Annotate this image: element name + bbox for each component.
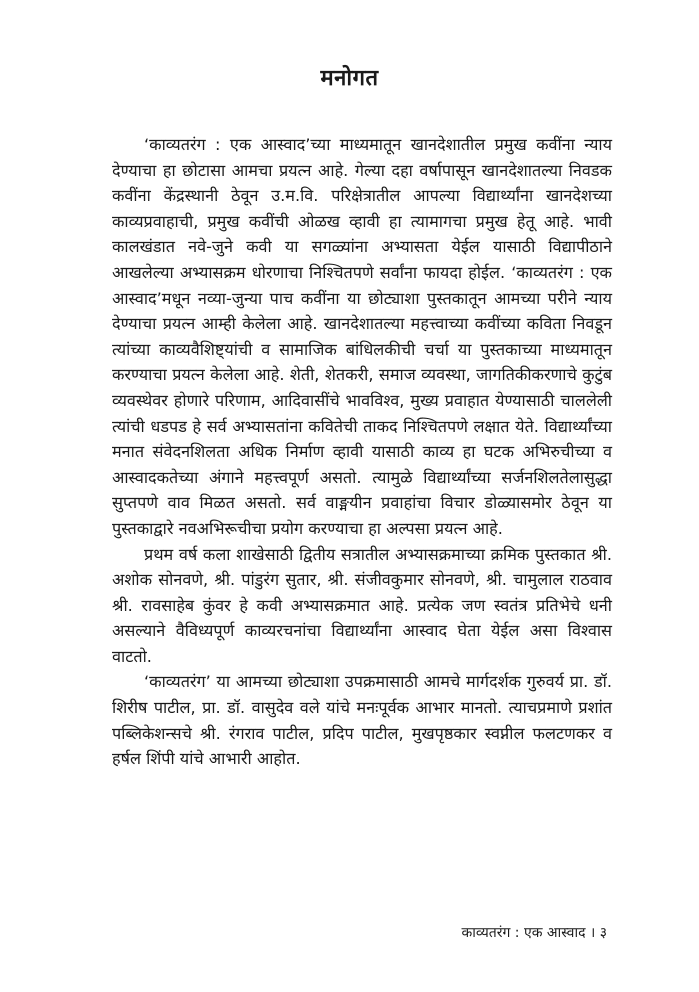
paragraph-intro: ‘काव्यतरंग : एक आस्वाद’च्या माध्यमातून खानदेशातील प्रमुख कवींना न्याय देण्याचा हा छोटासा आमचा प्रयत्न आहे. गेल्या दहा वर्षापासून खानदेशातल्या निवडक कवींना केंद्रस्थानी ठेवून उ.म.वि. परिक्षेत्रातील आपल्या विद्यार्थ्यांना खानदेशच्या काव्यप्रवाहाची, प्रमुख कवींची ओळख व्हावी हा त्यामागचा प्रमुख हेतू आहे. भावी कालखंडात नवे-जुने कवी या सगळ्यांना अभ्यासता येईल यासाठी विद्यापीठाने आखलेल्या अभ्यासक्रम धोरणाचा निश्चितपणे सर्वांना फायदा होईल. ‘काव्यतरंग : एक आस्वाद’मधून नव्या-जुन्या पाच कवींना या छोट्याशा पुस्तकातून आमच्या परीने न्याय देण्याचा प्रयत्न आम्ही केलेला आहे. खानदेशातल्या महत्त्वाच्या कवींच्या कविता निवडून त्यांच्या काव्यवैशिष्ट्यांची व सामाजिक बांधिलकीची चर्चा या पुस्तकाच्या माध्यमातून करण्याचा प्रयत्न केलेला आहे. शेती, शेतकरी, समाज व्यवस्था, जागतिकीकरणाचे कुटुंब व्यवस्थेवर होणारे परिणाम, आदिवासींचे भावविश्व, मुख्य प्रवाहात येण्यासाठी चाललेली त्यांची धडपड हे सर्व अभ्यासतांना कवितेची ताकद निश्चितपणे लक्षात येते. विद्यार्थ्यांच्या मनात संवेदनशिलता अधिक निर्माण व्हावी यासाठी काव्य हा घटक अभिरुचीच्या व आस्वादकतेच्या अंगाने महत्त्वपूर्ण असतो. त्यामुळे विद्यार्थ्यांच्या सर्जनशिलतेलासुद्धा सुप्तपणे वाव मिळत असतो. सर्व वाङ्मयीन प्रवाहांचा विचार डोळ्यासमोर ठेवून या पुस्तकाद्वारे नवअभिरूचीचा प्रयोग करण्याचा हा अल्पसा प्रयत्न आहे. xyxy=(112,135,612,538)
page-title: मनोगत xyxy=(320,66,379,91)
body-text xyxy=(112,132,612,772)
paragraph-acknowledgement: ‘काव्यतरंग’ या आमच्या छोट्याशा उपक्रमासाठी आमचे मार्गदर्शक गुरुवर्य प्रा. डॉ. शिरीष पाटील, प्रा. डॉ. वासुदेव वले यांचे मनःपूर्वक आभार मानतो. त्याचप्रमाणे प्रशांत पब्लिकेशन्सचे श्री. रंगराव पाटील, प्रदिप पाटील, मुखपृष्ठकार स्वप्नील फलटणकर व हर्षल शिंपी यांचे आभारी आहोत. xyxy=(112,672,612,769)
paragraph-syllabus: प्रथम वर्ष कला शाखेसाठी द्वितीय सत्रातील अभ्यासक्रमाच्या क्रमिक पुस्तकात श्री. अशोक सोनवणे, श्री. पांडुरंग सुतार, श्री. संजीवकुमार सोनवणे, श्री. चामुलाल राठवाव श्री. रावसाहेब कुंवर हे कवी अभ्यासक्रमात आहे. प्रत्येक जण स्वतंत्र प्रतिभेचे धनी असल्याने वैविध्यपूर्ण काव्यरचनांचा विद्यार्थ्यांना आस्वाद घेता येईल असा विश्वास वाटतो. xyxy=(112,544,612,666)
page-footer: काव्यतरंग : एक आस्वाद । ३ xyxy=(461,925,607,941)
